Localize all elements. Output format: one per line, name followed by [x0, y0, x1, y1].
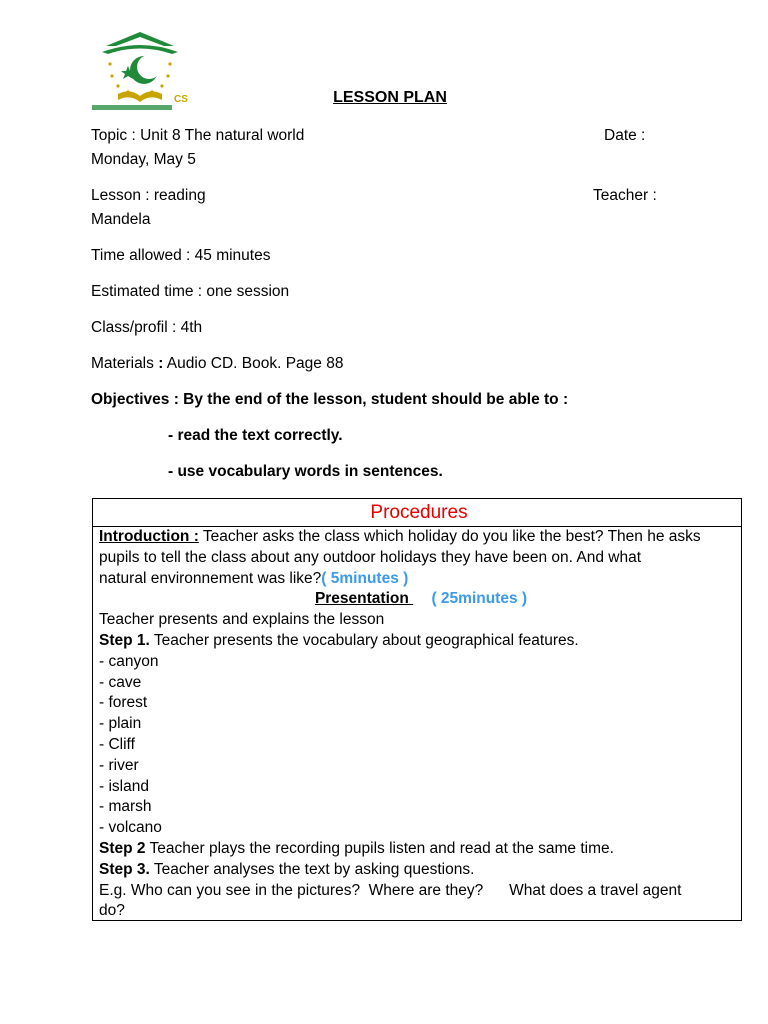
- presentation-text: Teacher presents and explains the lesson: [99, 611, 385, 629]
- step-3-label: Step 3.: [99, 860, 150, 878]
- materials-colon: :: [158, 355, 164, 372]
- introduction-text: pupils to tell the class about any outdoor holidays they have been on. And what: [99, 548, 642, 566]
- introduction-text: natural environnement was like?: [99, 569, 322, 587]
- class-profil-line: Class/profil : 4th: [91, 319, 203, 336]
- introduction-time: ( 5minutes ): [321, 569, 409, 587]
- presentation-time: ( 25minutes ): [431, 590, 528, 608]
- introduction-line: [99, 569, 735, 590]
- materials-line: [91, 354, 343, 374]
- step-1-line: [99, 631, 735, 652]
- step-1-label: Step 1.: [99, 631, 150, 649]
- introduction-label: Introduction :: [99, 528, 199, 545]
- materials-label: Materials: [91, 355, 159, 372]
- step-1-text: Teacher presents the vocabulary about geographical features.: [149, 631, 579, 649]
- vocabulary-item: - island: [99, 777, 149, 795]
- page-title: LESSON PLAN: [333, 89, 447, 106]
- step-3-text: Teacher analyses the text by asking questions.: [149, 860, 475, 878]
- topic-line: Topic : Unit 8 The natural world: [91, 127, 305, 144]
- step-2-label: Step 2: [99, 839, 146, 857]
- vocabulary-item: - plain: [99, 715, 142, 733]
- step-2-line: [99, 839, 735, 860]
- example-text: E.g. Who can you see in the pictures? Where are they? What does a travel agent: [99, 881, 682, 899]
- presentation-line: [99, 589, 735, 610]
- vocabulary-item: - marsh: [99, 798, 152, 816]
- materials-value: Audio CD. Book. Page 88: [163, 355, 344, 372]
- logo-initials: CS: [174, 94, 188, 105]
- step-3-line: [99, 860, 735, 881]
- procedures-table: [92, 498, 742, 921]
- vocabulary-item: - volcano: [99, 819, 162, 837]
- procedures-heading: Procedures: [93, 499, 741, 527]
- objective-item: - read the text correctly.: [168, 427, 343, 444]
- vocabulary-item: - river: [99, 756, 139, 774]
- procedures-body: [93, 527, 741, 922]
- date-label: Date :: [604, 127, 646, 144]
- teacher-value: Mandela: [91, 211, 151, 228]
- date-value: Monday, May 5: [91, 151, 196, 168]
- objectives-heading: Objectives : By the end of the lesson, student should be able to :: [91, 391, 569, 408]
- step-2-text: Teacher plays the recording pupils listen and read at the same time.: [145, 839, 614, 857]
- introduction-line: [99, 527, 735, 548]
- introduction-text: Teacher asks the class which holiday do you like the best? Then he asks: [198, 528, 701, 545]
- time-allowed-line: Time allowed : 45 minutes: [91, 247, 271, 264]
- presentation-label: Presentation: [314, 590, 414, 608]
- vocabulary-item: - forest: [99, 694, 148, 712]
- example-text: do?: [99, 902, 125, 920]
- lesson-line: Lesson : reading: [91, 187, 206, 204]
- vocabulary-item: - Cliff: [99, 735, 135, 753]
- vocabulary-item: - cave: [99, 673, 142, 691]
- objective-item: - use vocabulary words in sentences.: [168, 463, 443, 480]
- vocabulary-item: - canyon: [99, 652, 159, 670]
- estimated-time-line: Estimated time : one session: [91, 283, 290, 300]
- teacher-label: Teacher :: [593, 187, 657, 204]
